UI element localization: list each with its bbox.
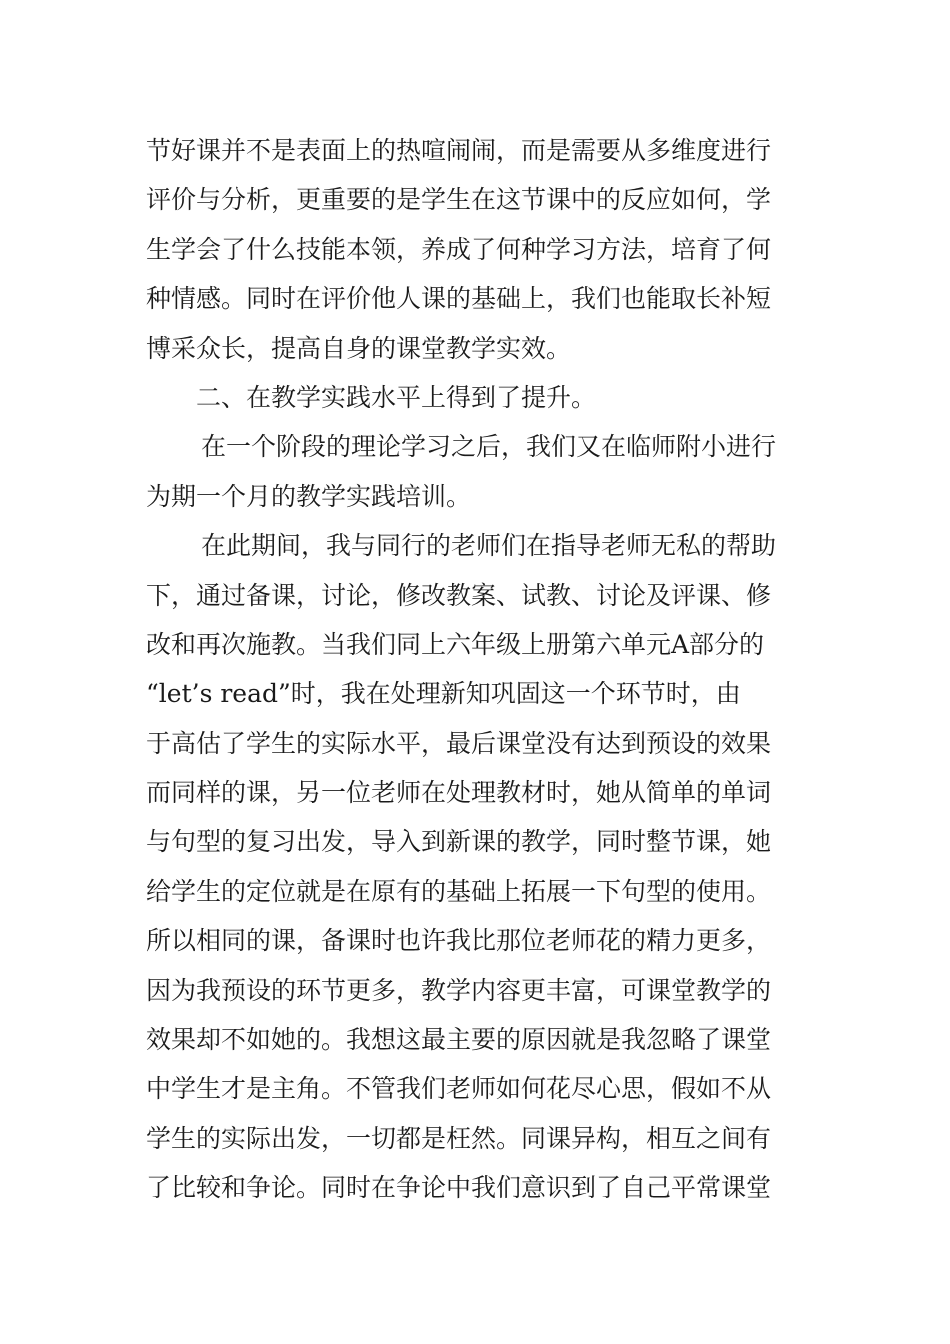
text-line: 学生的实际出发，一切都是枉然。同课异构，相互之间有: [146, 1123, 772, 1153]
paragraph-first-line: 在一个阶段的理论学习之后，我们又在临师附小进行: [201, 432, 777, 462]
text-line: 节好课并不是表面上的热喧闹闹，而是需要从多维度进行: [146, 136, 772, 165]
text-line: 与句型的复习出发，导入到新课的教学，同时整节课，她: [146, 827, 772, 857]
text-line: 而同样的课，另一位老师在处理教材时，她从简单的单词: [146, 778, 772, 808]
text-line: 生学会了什么技能本领，养成了何种学习方法，培育了何: [146, 234, 772, 264]
text-line: 了比较和争论。同时在争论中我们意识到了自己平常课堂: [146, 1173, 772, 1203]
text-line: 所以相同的课，备课时也许我比那位老师花的精力更多，: [146, 926, 772, 956]
text-line: 于高估了学生的实际水平，最后课堂没有达到预设的效果: [146, 728, 772, 758]
paragraph-first-line: 在此期间，我与同行的老师们在指导老师无私的帮助: [201, 531, 777, 561]
text-line: 效果却不如她的。我想这最主要的原因就是我忽略了课堂: [146, 1025, 772, 1055]
text-line: 中学生才是主角。不管我们老师如何花尽心思，假如不从: [146, 1074, 772, 1104]
text-line: 博采众长，提高自身的课堂教学实效。: [146, 333, 572, 363]
text-line: 种情感。同时在评价他人课的基础上，我们也能取长补短: [146, 284, 772, 314]
text-line: 评价与分析，更重要的是学生在这节课中的反应如何，学: [146, 185, 772, 215]
text-line: 给学生的定位就是在原有的基础上拓展一下句型的使用。: [146, 876, 772, 906]
text-line: 改和再次施教。当我们同上六年级上册第六单元A部分的: [146, 629, 765, 659]
text-line: 为期一个月的教学实践培训。: [146, 481, 472, 511]
body-text: [146, 126, 806, 1213]
text-line: “let’s read”时，我在处理新知巩固这一个环节时，由: [146, 679, 741, 709]
section-heading: 二、在教学实践水平上得到了提升。: [196, 382, 597, 412]
text-line: 因为我预设的环节更多，教学内容更丰富，可课堂教学的: [146, 975, 772, 1005]
text-line: 下，通过备课，讨论，修改教案、试教、讨论及评课、修: [146, 580, 772, 610]
